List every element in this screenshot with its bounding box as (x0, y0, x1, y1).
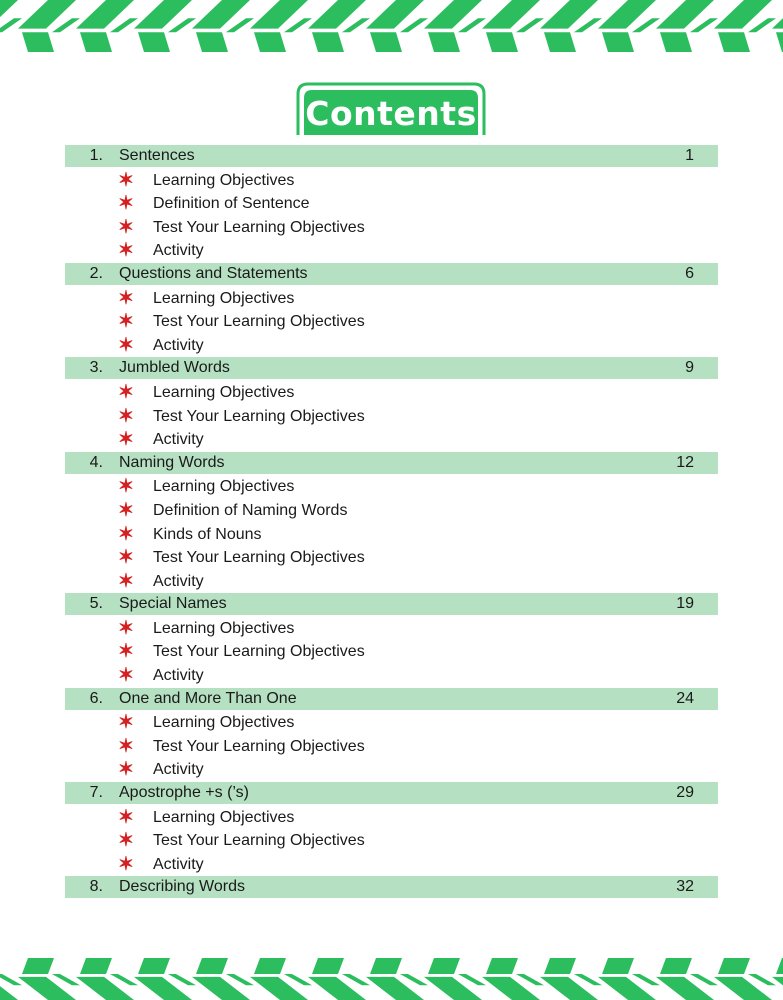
subitem-label: Kinds of Nouns (153, 525, 262, 543)
border-tile (342, 18, 370, 32)
chapter-number: 7. (89, 784, 103, 802)
star-bullet-icon: ✶ (118, 641, 134, 663)
chapter-row (65, 357, 718, 379)
subitem-row (65, 640, 718, 664)
table-of-contents (65, 145, 718, 900)
chapter-row (65, 452, 718, 474)
star-bullet-icon: ✶ (118, 193, 134, 215)
subitem-row (65, 499, 718, 523)
border-tile (486, 32, 518, 52)
subitem-row (65, 570, 718, 594)
border-tile (400, 18, 428, 32)
subitem-row (65, 523, 718, 547)
border-tile (718, 958, 750, 974)
border-tile (168, 974, 196, 985)
subitem-row (65, 334, 718, 358)
subitem-row (65, 617, 718, 641)
border-tile (772, 0, 783, 29)
chapter-row (65, 263, 718, 285)
star-bullet-icon: ✶ (118, 381, 134, 403)
star-bullet-icon: ✶ (118, 523, 134, 545)
chapter-title: Questions and Statements (119, 264, 308, 282)
star-bullet-icon: ✶ (118, 169, 134, 191)
subitem-label: Test Your Learning Objectives (153, 218, 365, 236)
chapter-number: 3. (89, 359, 103, 377)
border-tile (428, 32, 460, 52)
decorative-top-border (0, 0, 783, 52)
border-tile (52, 974, 80, 985)
chapter-number: 6. (89, 689, 103, 707)
border-tile (0, 18, 22, 32)
star-bullet-icon: ✶ (118, 617, 134, 639)
border-tile (776, 958, 783, 974)
star-bullet-icon: ✶ (118, 334, 134, 356)
subitem-label: Test Your Learning Objectives (153, 313, 365, 331)
chapter-row (65, 593, 718, 615)
subitem-label: Learning Objectives (153, 478, 295, 496)
star-bullet-icon: ✶ (118, 712, 134, 734)
border-tile (110, 18, 138, 32)
border-tile (138, 958, 170, 974)
subitem-row (65, 546, 718, 570)
border-tile (544, 32, 576, 52)
border-tile (772, 977, 783, 1000)
subitem-label: Activity (153, 667, 204, 685)
border-tile (458, 974, 486, 985)
subitem-label: Activity (153, 431, 204, 449)
chapter-title: Apostrophe +s (’s) (119, 784, 249, 802)
border-tile (776, 32, 783, 52)
subitem-label: Activity (153, 572, 204, 590)
border-tile (748, 974, 776, 985)
chapter-title: Sentences (119, 147, 195, 164)
border-tile (80, 32, 112, 52)
border-tile (660, 958, 692, 974)
border-tile (544, 958, 576, 974)
subitem-label: Test Your Learning Objectives (153, 407, 365, 425)
subitem-label: Activity (153, 855, 204, 873)
subitem-label: Definition of Sentence (153, 195, 310, 213)
star-bullet-icon: ✶ (118, 216, 134, 238)
border-tile (574, 18, 602, 32)
border-tile (400, 974, 428, 985)
chapter-page-number: 19 (676, 595, 694, 613)
subitem-row (65, 758, 718, 782)
chapter-page-number: 12 (676, 453, 694, 471)
subitem-label: Learning Objectives (153, 808, 295, 826)
subitem-label: Learning Objectives (153, 289, 295, 307)
border-tile (748, 18, 776, 32)
chapter-number: 4. (89, 453, 103, 471)
chapter-title: Jumbled Words (119, 359, 230, 377)
star-bullet-icon: ✶ (118, 806, 134, 828)
subitem-label: Learning Objectives (153, 171, 295, 189)
chapter-number: 8. (89, 878, 103, 896)
border-tile (690, 974, 718, 985)
contents-title-banner (296, 82, 486, 135)
star-bullet-icon: ✶ (118, 287, 134, 309)
border-tile (284, 974, 312, 985)
chapter-page-number: 24 (676, 689, 694, 707)
subitem-label: Test Your Learning Objectives (153, 737, 365, 755)
border-tile (660, 32, 692, 52)
star-bullet-icon: ✶ (118, 429, 134, 451)
decorative-bottom-border (0, 958, 783, 1000)
border-tile (226, 974, 254, 985)
subitem-row (65, 216, 718, 240)
border-tile (690, 18, 718, 32)
border-tile (138, 32, 170, 52)
star-bullet-icon: ✶ (118, 240, 134, 262)
subitem-row (65, 664, 718, 688)
border-tile (602, 958, 634, 974)
border-tile (342, 974, 370, 985)
subitem-label: Definition of Naming Words (153, 501, 348, 519)
subitem-row (65, 405, 718, 429)
subitem-row (65, 475, 718, 499)
border-tile (196, 32, 228, 52)
border-tile (632, 974, 660, 985)
chapter-page-number: 32 (676, 878, 694, 896)
border-tile (254, 958, 286, 974)
chapter-title: One and More Than One (119, 689, 297, 707)
chapter-title: Special Names (119, 595, 227, 613)
border-tile (632, 18, 660, 32)
subitem-row (65, 853, 718, 877)
page-title: Contents (305, 94, 477, 133)
chapter-row (65, 876, 718, 898)
chapter-title: Naming Words (119, 453, 225, 471)
border-tile (370, 958, 402, 974)
border-tile (458, 18, 486, 32)
subitem-row (65, 829, 718, 853)
chapter-page-number: 29 (676, 784, 694, 802)
border-tile (370, 32, 402, 52)
border-tile (312, 32, 344, 52)
subitem-label: Learning Objectives (153, 383, 295, 401)
border-tile (52, 18, 80, 32)
subitem-label: Test Your Learning Objectives (153, 832, 365, 850)
border-tile (110, 974, 138, 985)
border-tile (22, 958, 54, 974)
star-bullet-icon: ✶ (118, 499, 134, 521)
border-tile (602, 32, 634, 52)
chapter-number: 1. (89, 147, 103, 164)
border-tile (226, 18, 254, 32)
subitem-label: Test Your Learning Objectives (153, 549, 365, 567)
border-tile (22, 32, 54, 52)
border-tile (196, 958, 228, 974)
border-tile (0, 974, 22, 985)
chapter-number: 2. (89, 264, 103, 282)
star-bullet-icon: ✶ (118, 547, 134, 569)
star-bullet-icon: ✶ (118, 853, 134, 875)
border-tile (516, 974, 544, 985)
chapter-row (65, 688, 718, 710)
border-tile (312, 958, 344, 974)
border-tile (718, 32, 750, 52)
subitem-row (65, 711, 718, 735)
subitem-row (65, 428, 718, 452)
subitem-label: Test Your Learning Objectives (153, 643, 365, 661)
subitem-label: Activity (153, 242, 204, 260)
border-tile (516, 18, 544, 32)
star-bullet-icon: ✶ (118, 735, 134, 757)
subitem-label: Learning Objectives (153, 619, 295, 637)
star-bullet-icon: ✶ (118, 311, 134, 333)
subitem-row (65, 381, 718, 405)
subitem-label: Activity (153, 761, 204, 779)
border-tile (168, 18, 196, 32)
chapter-page-number: 9 (685, 359, 694, 377)
star-bullet-icon: ✶ (118, 759, 134, 781)
star-bullet-icon: ✶ (118, 830, 134, 852)
chapter-row (65, 145, 718, 167)
chapter-title: Describing Words (119, 878, 245, 896)
chapter-page-number: 6 (685, 264, 694, 282)
star-bullet-icon: ✶ (118, 476, 134, 498)
subitem-row (65, 806, 718, 830)
subitem-row (65, 192, 718, 216)
star-bullet-icon: ✶ (118, 405, 134, 427)
subitem-row (65, 239, 718, 263)
border-tile (80, 958, 112, 974)
star-bullet-icon: ✶ (118, 570, 134, 592)
border-tile (284, 18, 312, 32)
border-tile (574, 974, 602, 985)
star-bullet-icon: ✶ (118, 665, 134, 687)
subitem-label: Learning Objectives (153, 714, 295, 732)
subitem-row (65, 735, 718, 759)
chapter-row (65, 782, 718, 804)
subitem-label: Activity (153, 336, 204, 354)
border-tile (254, 32, 286, 52)
subitem-row (65, 310, 718, 334)
border-tile (486, 958, 518, 974)
border-tile (428, 958, 460, 974)
chapter-number: 5. (89, 595, 103, 613)
chapter-page-number: 1 (685, 147, 694, 164)
subitem-row (65, 287, 718, 311)
subitem-row (65, 169, 718, 193)
